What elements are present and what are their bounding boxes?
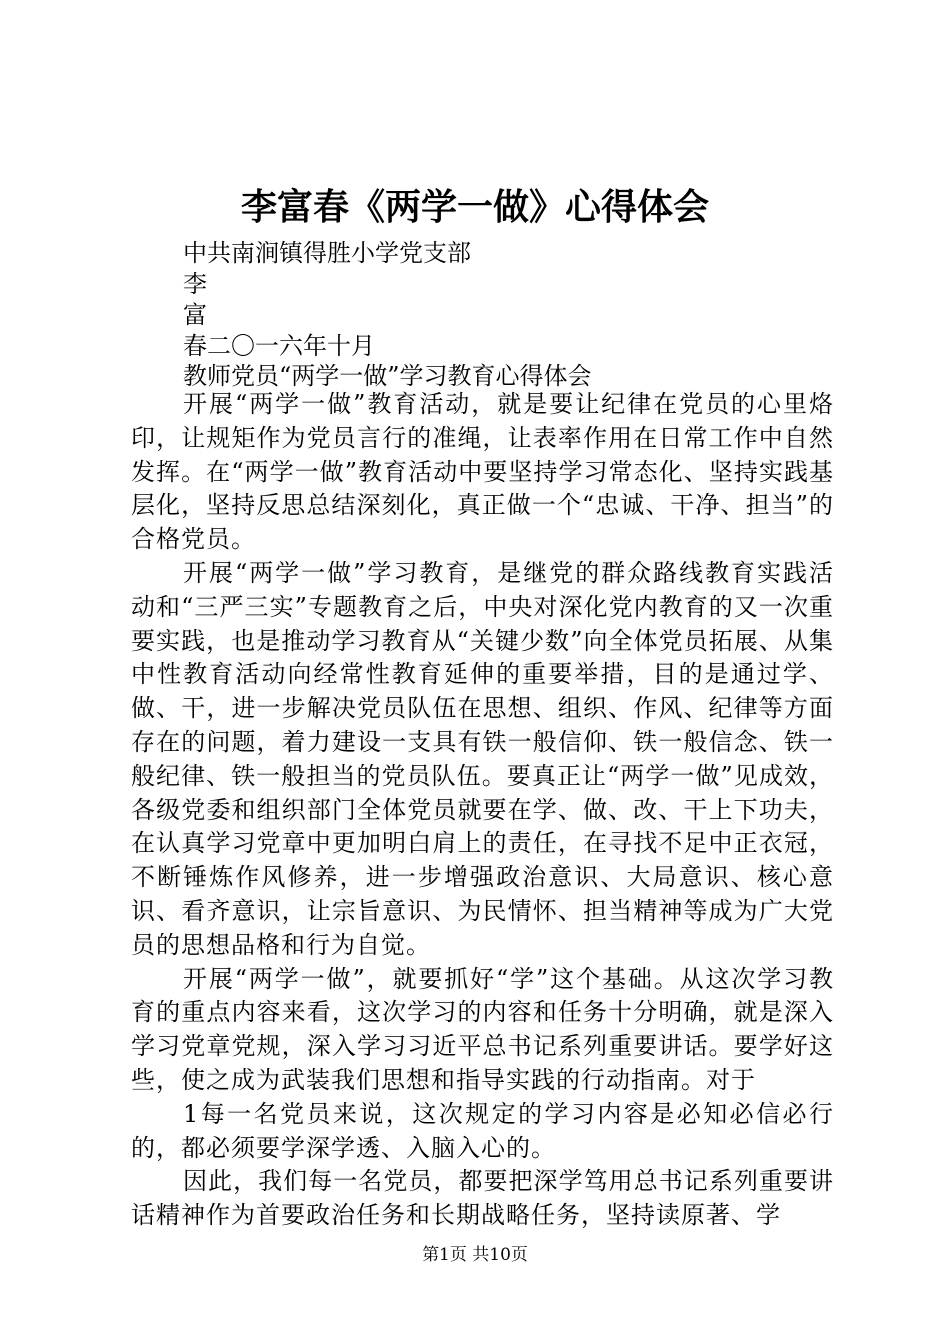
document-subtitle: 教师党员“两学一做”学习教育心得体会 [183, 362, 592, 390]
author-name-char-1: 李 [183, 270, 207, 298]
paragraph: 1每一名党员来说，这次规定的学习内容是必知必信必行的，都必须要学深学透、入脑入心的。 [131, 1099, 834, 1162]
author-organization: 中共南涧镇得胜小学党支部 [183, 239, 471, 267]
paragraph: 开展“两学一做”，就要抓好“学”这个基础。从这次学习教育的重点内容来看，这次学习的内容和任务十分明确，就是深入学习党章党规，深入学习习近平总书记系列重要讲话。要学好这些，使之成为武装我们思想和指导实践的行动指南。对于 [131, 964, 834, 1094]
document-body [131, 388, 834, 1233]
author-date: 春二〇一六年十月 [183, 332, 375, 360]
paragraph: 因此，我们每一名党员，都要把深学笃用总书记系列重要讲话精神作为首要政治任务和长期战略任务，坚持读原著、学 [131, 1167, 834, 1230]
author-name-char-2: 富 [183, 301, 207, 329]
paragraph: 开展“两学一做”教育活动，就是要让纪律在党员的心里烙印，让规矩作为党员言行的准绳，让表率作用在日常工作中自然发挥。在“两学一做”教育活动中要坚持学习常态化、坚持实践基层化，坚持反思总结深刻化，真正做一个“忠诚、干净、担当”的合格党员。 [131, 390, 834, 554]
page-footer: 第1页 共10页 [422, 1245, 528, 1265]
document-title: 李富春《两学一做》心得体会 [240, 187, 709, 228]
paragraph: 开展“两学一做”学习教育，是继党的群众路线教育实践活动和“三严三实”专题教育之后，中央对深化党内教育的又一次重要实践，也是推动学习教育从“关键少数”向全体党员拓展、从集中性教育活动向经常性教育延伸的重要举措，目的是通过学、做、干，进一步解决党员队伍在思想、组织、作风、纪律等方面存在的问题，着力建设一支具有铁一般信仰、铁一般信念、铁一般纪律、铁一般担当的党员队伍。要真正让“两学一做”见成效，各级党委和组织部门全体党员就要在学、做、改、干上下功夫，在认真学习党章中更加明白肩上的责任，在寻找不足中正衣冠，不断锤炼作风修养，进一步增强政治意识、大局意识、核心意识、看齐意识，让宗旨意识、为民情怀、担当精神等成为广大党员的思想品格和行为自觉。 [131, 558, 834, 959]
